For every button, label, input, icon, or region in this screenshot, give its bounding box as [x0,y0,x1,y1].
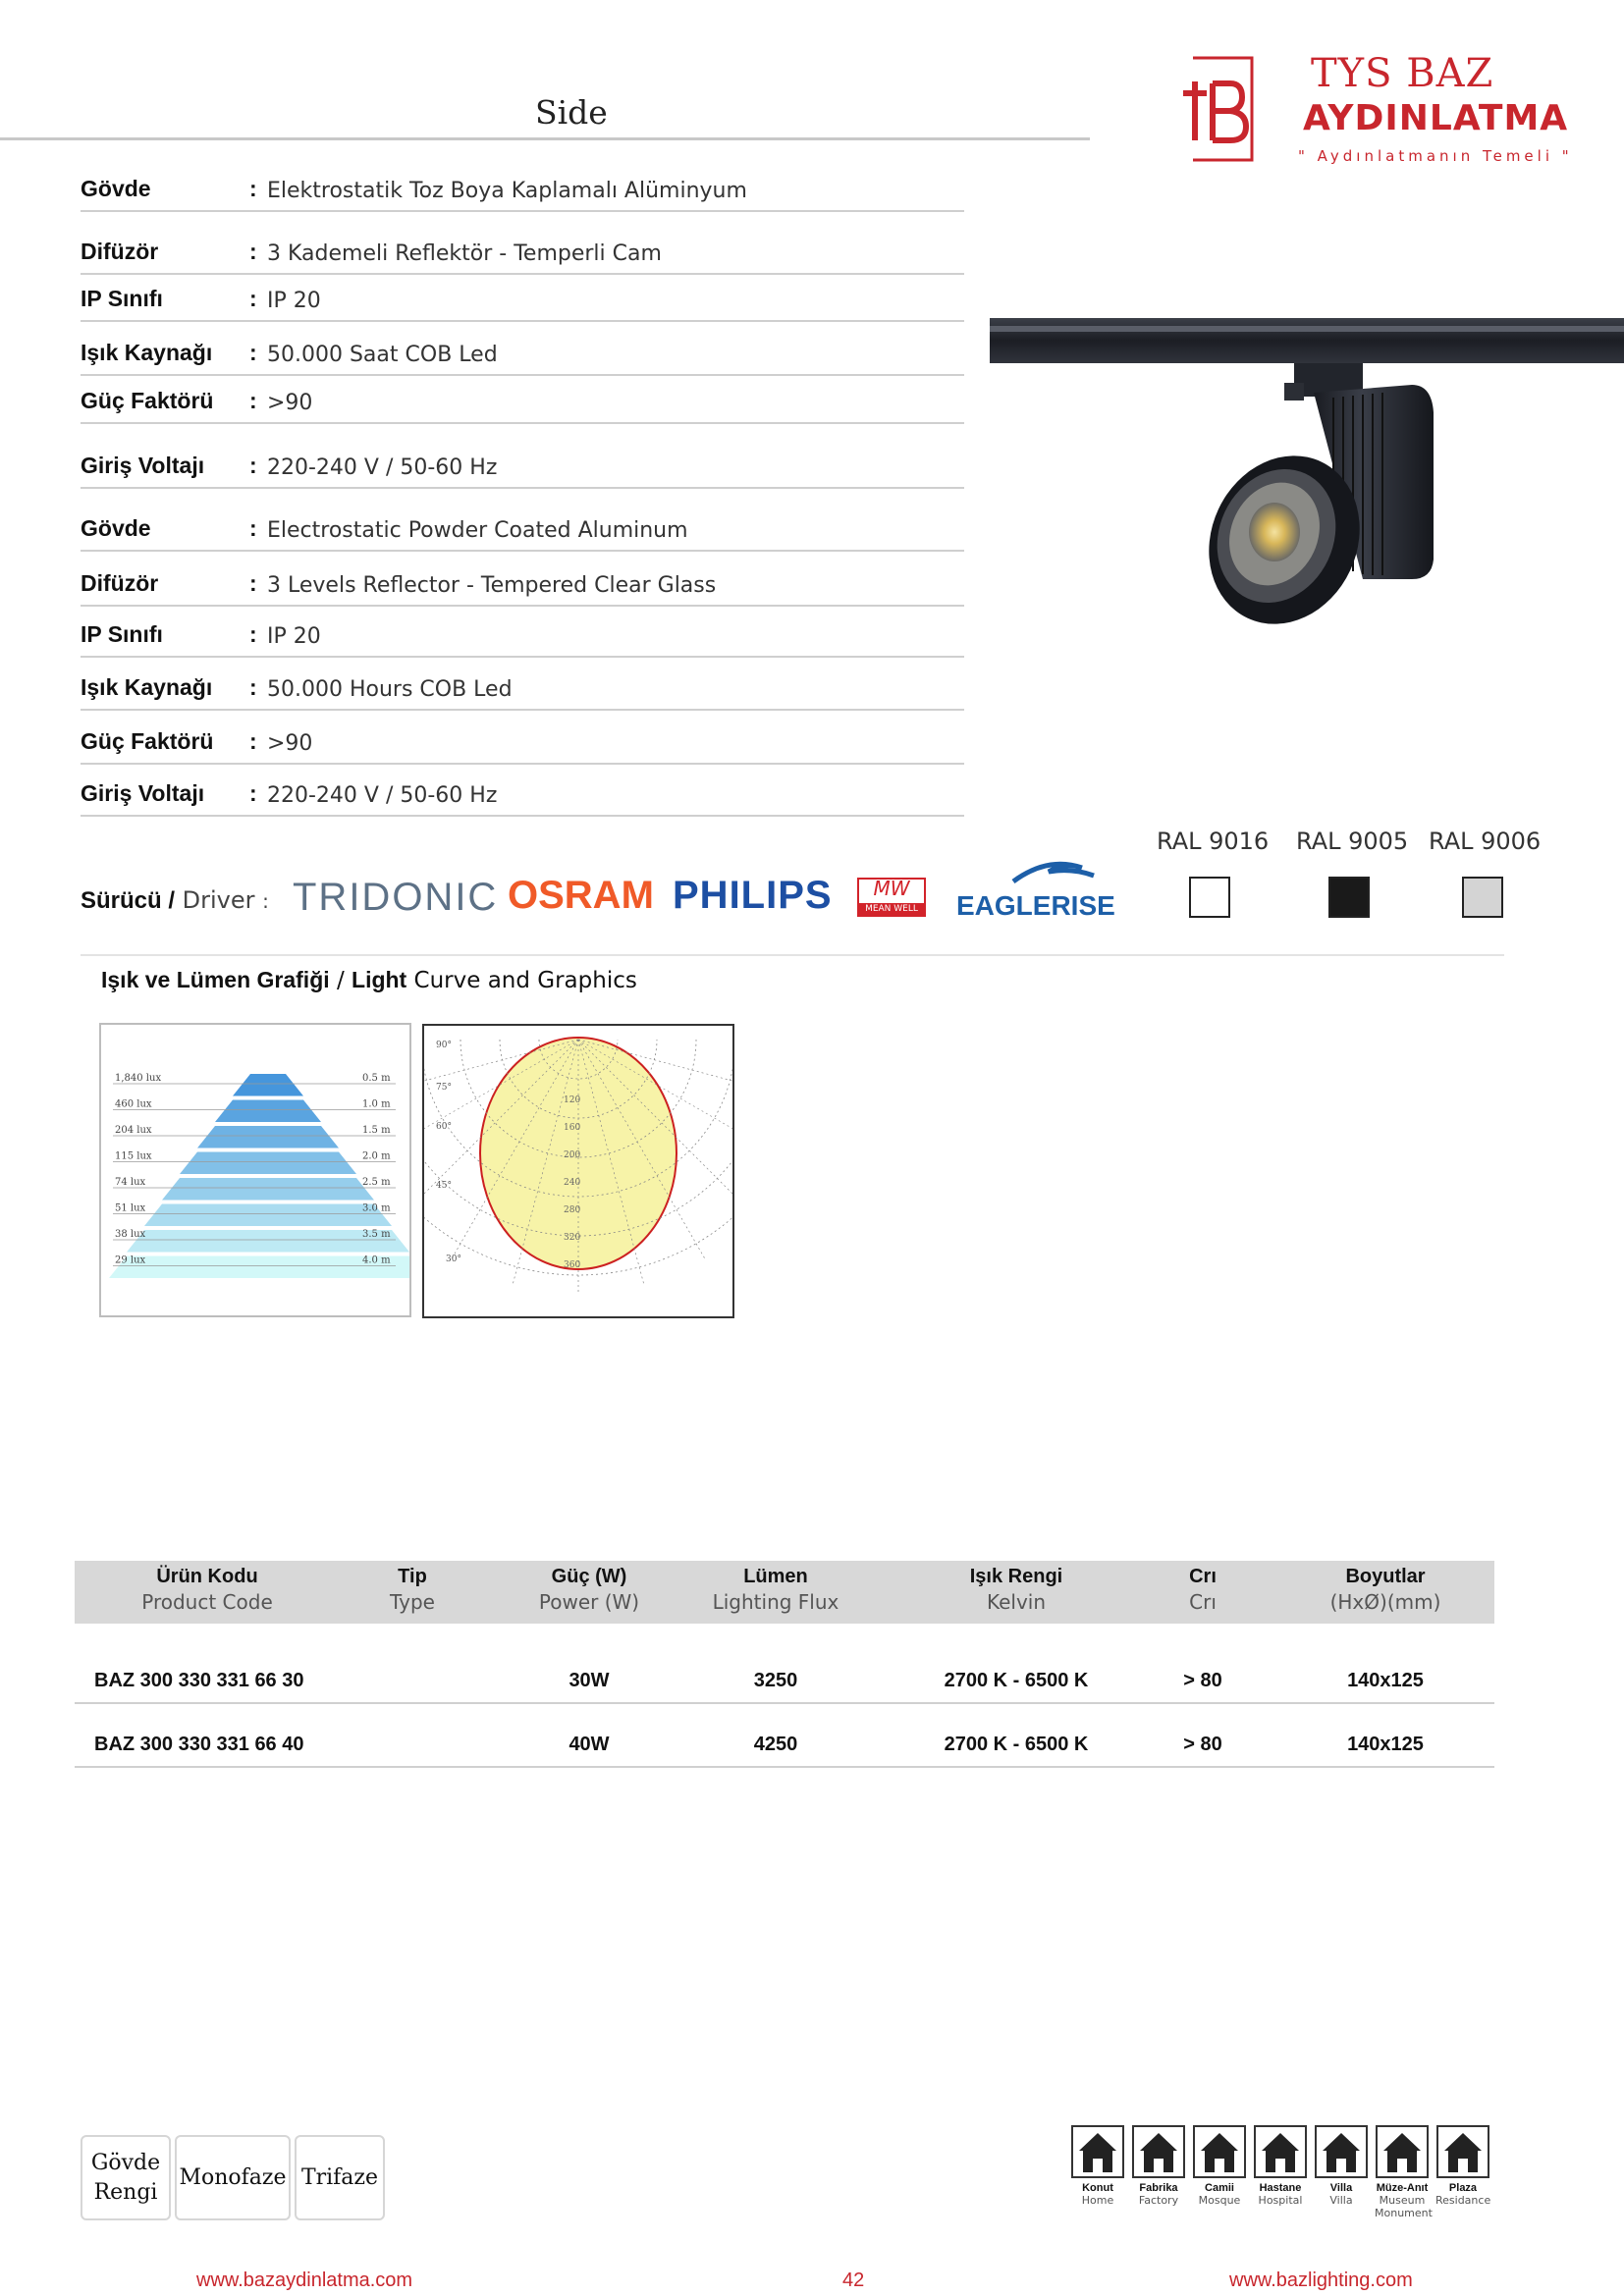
spec-separator: : [249,340,257,365]
table-cell-kelvin: 2700 K - 6500 K [944,1734,1089,1755]
swatch-white[interactable] [1189,877,1230,918]
lux-distance-label: 4.0 m [362,1255,391,1266]
page-number: 42 [842,2269,865,2291]
polar-value-label: 360 [564,1260,581,1270]
usage-item [1435,2125,1490,2212]
usage-item [1070,2125,1125,2212]
graphics-title-en-bold: Light [352,967,407,992]
table-cell-lumen: 3250 [753,1670,798,1691]
usage-label-tr: Plaza [1448,2182,1478,2194]
spec-value: >90 [267,731,313,756]
spec-rule [81,210,964,212]
hospital-icon [1254,2125,1307,2178]
lux-value-label: 115 lux [115,1150,152,1162]
header-en: Lighting Flux [712,1590,839,1614]
spec-separator: : [249,674,257,700]
meanwell-logo-text: MW [873,877,910,900]
usage-label-en: Villa [1329,2194,1353,2207]
footer-left-url[interactable]: www.bazaydinlatma.com [196,2269,413,2291]
spec-rule [81,550,964,552]
spec-value: 50.000 Saat COB Led [267,343,498,367]
section-divider [81,954,1504,956]
footer-right-url[interactable]: www.bazlighting.com [1229,2269,1413,2291]
usage-item [1375,2125,1433,2219]
spec-separator: : [249,570,257,596]
usage-label-en: Home [1081,2194,1114,2207]
spec-row [81,611,964,658]
lux-distance-label: 1.5 m [362,1125,391,1136]
spec-value: 3 Levels Reflector - Tempered Clear Glass [267,573,717,598]
graphics-title-tr: Işık ve Lümen Grafiği [101,967,330,992]
spec-row [81,664,964,711]
spec-value: 3 Kademeli Reflektör - Temperli Cam [267,241,662,266]
header-en: Product Code [141,1590,273,1614]
polar-angle-label: 90° [436,1041,452,1050]
table-cell-cri: > 80 [1183,1734,1222,1755]
spec-rule [81,374,964,376]
spec-label: Giriş Voltajı [81,453,205,478]
spec-rule [81,422,964,424]
brand-name-line1: TYS BAZ [1311,51,1494,96]
header-tr: Tip [398,1566,427,1587]
swatch-silver[interactable] [1462,877,1503,918]
usage-label-en: Factory [1138,2194,1179,2207]
polar-value-label: 120 [564,1095,581,1105]
spec-row [81,275,964,322]
spec-value: Elektrostatik Toz Boya Kaplamalı Alüminyum [267,179,747,203]
triphase-option: Trifaze [295,2135,385,2220]
polar-diagram [422,1024,734,1318]
museum-icon [1376,2125,1429,2178]
usage-item [1253,2125,1308,2212]
page-title: Side [535,93,608,132]
spec-value: IP 20 [267,289,321,313]
spec-value: Electrostatic Powder Coated Aluminum [267,518,688,543]
driver-label-tr: Sürücü / [81,887,176,914]
lux-value-label: 204 lux [115,1125,152,1136]
lux-value-label: 460 lux [115,1098,152,1110]
spec-rule [81,815,964,817]
mosque-icon [1193,2125,1246,2178]
lux-value-label: 29 lux [115,1255,146,1266]
spec-value: >90 [267,391,313,415]
table-cell-cri: > 80 [1183,1670,1222,1691]
title-divider [0,137,1090,140]
header-tr: Işık Rengi [969,1566,1063,1587]
osram-logo: OSRAM [508,874,654,917]
spec-label: IP Sınıfı [81,621,163,647]
spec-row [81,377,964,424]
usage-label-tr: Müze-Anıt [1376,2182,1429,2194]
spec-separator: : [249,515,257,541]
spec-label: Giriş Voltajı [81,780,205,806]
header-tr: Güç (W) [551,1566,627,1587]
usage-label-tr: Camii [1205,2182,1234,2194]
spec-label: Güç Faktörü [81,728,214,754]
header-tr: Ürün Kodu [156,1566,258,1587]
lux-band [197,1126,339,1148]
header-en: (HxØ)(mm) [1329,1590,1441,1614]
lux-value-label: 74 lux [115,1177,146,1188]
lux-distance-label: 2.0 m [362,1150,391,1162]
spec-label: Işık Kaynağı [81,340,213,365]
ral-label-9005: RAL 9005 [1296,828,1409,855]
spec-value: 50.000 Hours COB Led [267,677,513,702]
polar-curve-graphic [424,1026,732,1316]
eaglerise-logo [954,854,1136,923]
eaglerise-logo-text: EAGLERISE [956,890,1115,921]
lux-band [215,1100,321,1123]
table-cell-power: 30W [568,1670,610,1691]
header-tr: Boyutlar [1345,1566,1426,1587]
spec-rule [81,605,964,607]
lux-diagram [99,1023,411,1317]
usage-label-tr: Hastane [1259,2182,1302,2194]
usage-label-tr: Villa [1329,2182,1353,2194]
table-cell-lumen: 4250 [753,1734,798,1755]
lux-band [233,1074,303,1096]
graphics-title [101,967,637,993]
header-tr: Crı [1189,1566,1217,1587]
spec-label: Gövde [81,515,151,541]
spec-separator: : [249,176,257,201]
lux-band [180,1152,356,1175]
spec-value: 220-240 V / 50-60 Hz [267,783,498,808]
driver-label [81,886,269,915]
ral-label-9016: RAL 9016 [1157,828,1270,855]
table-header-cell [511,1566,668,1614]
lux-distance-label: 0.5 m [362,1073,391,1084]
spec-separator: : [249,780,257,806]
row-rule [75,1766,1494,1768]
row-rule [75,1702,1494,1704]
usage-label-en: Hospital [1258,2194,1303,2207]
driver-colon: : [262,889,269,913]
spec-row [81,442,964,489]
spec-rule [81,320,964,322]
body-color-option: Gövde Rengi [81,2135,171,2220]
table-header-cell [884,1566,1149,1614]
polar-value-label: 160 [564,1123,581,1133]
table-header-cell [1139,1566,1267,1614]
table-header-cell [340,1566,485,1614]
polar-angle-label: 60° [436,1122,452,1132]
spec-separator: : [249,621,257,647]
spec-row [81,770,964,817]
meanwell-logo [857,878,926,917]
swatch-black[interactable] [1328,877,1370,918]
polar-angle-label: 30° [446,1255,461,1264]
lux-band [162,1178,374,1201]
lux-distance-label: 3.0 m [362,1202,391,1214]
spec-value: 220-240 V / 50-60 Hz [267,455,498,480]
monophase-option: Monofaze [175,2135,291,2220]
driver-label-en: Driver [182,886,255,914]
lux-distance-label: 2.5 m [362,1177,391,1188]
spec-rule [81,656,964,658]
usage-label-tr: Konut [1082,2182,1113,2194]
table-row [75,1709,1494,1768]
polar-angle-label: 45° [436,1181,452,1191]
brand-name-line2: AYDINLATMA [1303,98,1569,138]
header-en: Crı [1189,1590,1217,1614]
table-cell-kelvin: 2700 K - 6500 K [944,1670,1089,1691]
meanwell-logo-sub: MEAN WELL [859,903,924,915]
table-cell-power: 40W [568,1734,610,1755]
usage-label-en: Museum Monument [1375,2194,1433,2219]
spec-label: Işık Kaynağı [81,674,213,700]
tridonic-logo: TRIDONIC [293,876,499,919]
polar-value-label: 320 [564,1233,581,1243]
graphics-title-en: Curve and Graphics [413,968,637,993]
spec-row [81,560,964,607]
table-cell-dims: 140x125 [1347,1670,1424,1691]
lux-cone-graphic [101,1025,409,1315]
lux-band [144,1204,392,1227]
table-header-cell [75,1566,340,1614]
table-cell-code: BAZ 300 330 331 66 30 [94,1670,304,1691]
spec-label: Gövde [81,176,151,201]
house-icon [1071,2125,1124,2178]
spec-rule [81,709,964,711]
spec-separator: : [249,728,257,754]
spec-row [81,329,964,376]
usage-label-en: Residance [1435,2194,1491,2207]
ral-label-9006: RAL 9006 [1429,828,1542,855]
usage-item [1192,2125,1247,2212]
spec-label: Güç Faktörü [81,388,214,413]
table-header-cell [677,1566,874,1614]
header-en: Power (W) [538,1590,640,1614]
lux-value-label: 38 lux [115,1229,146,1240]
lux-value-label: 1,840 lux [115,1073,162,1084]
spec-row [81,165,964,212]
polar-angle-label: 75° [436,1083,452,1093]
lux-distance-label: 1.0 m [362,1098,391,1110]
lux-distance-label: 3.5 m [362,1229,391,1240]
philips-logo: PHILIPS [673,874,833,917]
lux-value-label: 51 lux [115,1202,146,1214]
usage-label-en: Mosque [1198,2194,1241,2207]
header-en: Kelvin [986,1590,1047,1614]
spec-separator: : [249,286,257,311]
spec-separator: : [249,388,257,413]
polar-value-label: 280 [564,1205,581,1215]
table-row [75,1645,1494,1704]
table-cell-code: BAZ 300 330 331 66 40 [94,1734,304,1755]
polar-value-label: 240 [564,1178,581,1188]
table-cell-dims: 140x125 [1347,1734,1424,1755]
brand-slogan: " Aydınlatmanın Temeli " [1298,147,1573,165]
usage-label-tr: Fabrika [1139,2182,1178,2194]
plaza-icon [1436,2125,1489,2178]
spec-label: Difüzör [81,570,159,596]
spec-row [81,228,964,275]
villa-icon [1315,2125,1368,2178]
spec-label: Difüzör [81,239,159,264]
spec-label: IP Sınıfı [81,286,163,311]
spec-separator: : [249,239,257,264]
spec-value: IP 20 [267,624,321,649]
polar-value-label: 200 [564,1150,581,1160]
product-image [990,314,1624,628]
graphics-title-sep: / [336,968,345,993]
spec-row [81,718,964,765]
brand-logo-icon [1173,54,1257,164]
factory-icon [1132,2125,1185,2178]
table-header-cell [1276,1566,1494,1614]
spec-separator: : [249,453,257,478]
header-tr: Lümen [743,1566,808,1587]
usage-item [1131,2125,1186,2212]
spec-rule [81,763,964,765]
header-en: Type [390,1590,435,1614]
spec-rule [81,487,964,489]
usage-item [1314,2125,1369,2212]
spec-row [81,505,964,552]
